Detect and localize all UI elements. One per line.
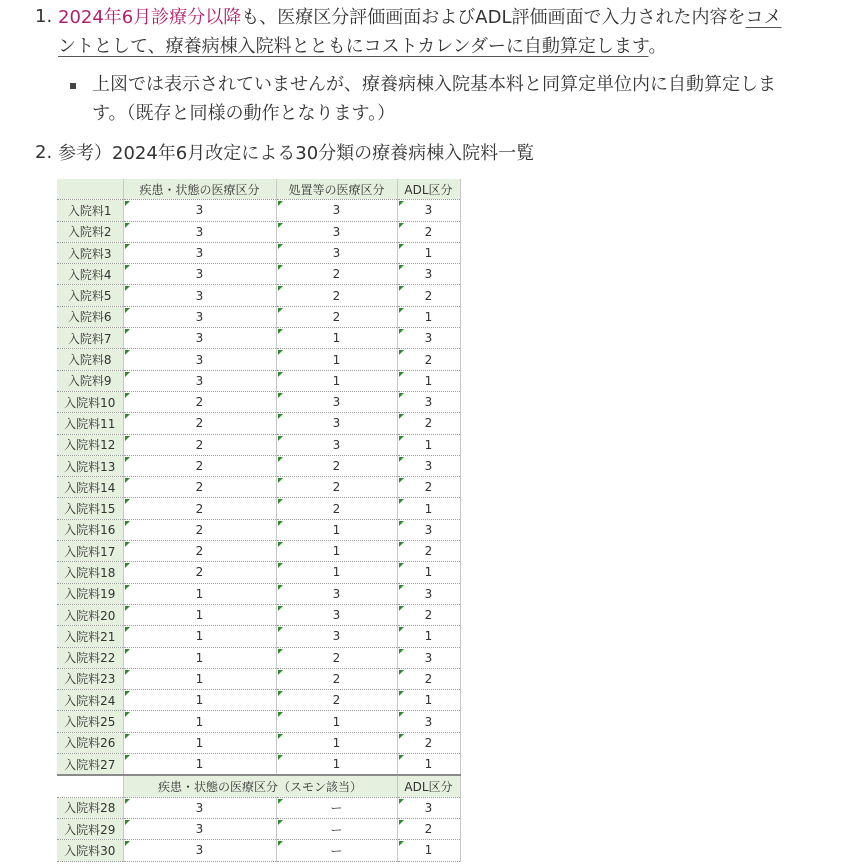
row-label-cell: 入院料26 — [57, 732, 123, 753]
list-number-1: 1. — [35, 6, 53, 27]
row-label-cell: 入院料7 — [57, 328, 123, 349]
disease-cell: 3 — [123, 200, 276, 221]
row-label-cell: 入院料1 — [57, 200, 123, 221]
row-label-cell: 入院料21 — [57, 626, 123, 647]
adl-cell: 3 — [397, 711, 460, 732]
adl-cell: 1 — [397, 370, 460, 391]
item1-body-b: 。 — [648, 36, 667, 57]
treatment-cell: 3 — [276, 604, 397, 625]
disease-cell: 1 — [123, 690, 276, 711]
row-label-cell: 入院料10 — [57, 391, 123, 412]
table-body-smon — [57, 775, 460, 861]
row-label-cell: 入院料6 — [57, 306, 123, 327]
adl-cell: 2 — [397, 732, 460, 753]
adl-cell: 2 — [397, 541, 460, 562]
row-label-cell: 入院料24 — [57, 690, 123, 711]
list-item-1-text — [58, 3, 848, 61]
row-label-cell: 入院料2 — [57, 221, 123, 242]
row-label-cell: 入院料18 — [57, 562, 123, 583]
row-label-cell: 入院料12 — [57, 434, 123, 455]
row-label-cell: 入院料3 — [57, 242, 123, 263]
row-label-cell: 入院料16 — [57, 519, 123, 540]
sub-item-line2: す。（既存と同様の動作となります。） — [92, 103, 396, 124]
treatment-cell: 2 — [276, 668, 397, 689]
table-row — [57, 754, 460, 776]
row-label-cell: 入院料13 — [57, 455, 123, 476]
table-body — [57, 200, 460, 776]
row-label-cell: 入院料9 — [57, 370, 123, 391]
table-row — [57, 306, 460, 327]
disease-cell: 1 — [123, 754, 276, 776]
treatment-cell: 2 — [276, 477, 397, 498]
disease-cell: 2 — [123, 562, 276, 583]
treatment-cell: 3 — [276, 391, 397, 412]
disease-cell: 2 — [123, 434, 276, 455]
table-row — [57, 668, 460, 689]
ryoyo-fee-table — [57, 179, 461, 862]
table-row — [57, 242, 460, 263]
disease-cell: 3 — [123, 349, 276, 370]
disease-cell: 3 — [123, 264, 276, 285]
row-label-cell: 入院料20 — [57, 604, 123, 625]
table-row — [57, 328, 460, 349]
subheader-blank-cell — [57, 775, 123, 797]
treatment-cell: 3 — [276, 242, 397, 263]
disease-cell: 3 — [123, 242, 276, 263]
table-row — [57, 455, 460, 476]
treatment-cell: 2 — [276, 455, 397, 476]
treatment-cell: 3 — [276, 626, 397, 647]
adl-cell: 1 — [397, 840, 460, 861]
subheader-cell-smon: 疾患・状態の医療区分（スモン該当） — [123, 775, 397, 797]
table-row — [57, 264, 460, 285]
adl-cell: 3 — [397, 647, 460, 668]
adl-cell: 2 — [397, 818, 460, 839]
disease-cell: 3 — [123, 818, 276, 839]
adl-cell: 2 — [397, 413, 460, 434]
disease-cell: 3 — [123, 797, 276, 818]
header-cell-disease: 疾患・状態の医療区分 — [123, 179, 276, 200]
treatment-cell: 1 — [276, 711, 397, 732]
list-item-2-text — [58, 139, 848, 168]
row-label-cell: 入院料19 — [57, 583, 123, 604]
treatment-cell: 1 — [276, 349, 397, 370]
header-cell-treatment: 処置等の医療区分 — [276, 179, 397, 200]
disease-cell: 2 — [123, 413, 276, 434]
adl-cell: 1 — [397, 626, 460, 647]
table-row — [57, 519, 460, 540]
row-label-cell: 入院料8 — [57, 349, 123, 370]
adl-cell: 2 — [397, 604, 460, 625]
table-row — [57, 541, 460, 562]
row-label-cell: 入院料15 — [57, 498, 123, 519]
adl-cell: 1 — [397, 562, 460, 583]
disease-cell: 2 — [123, 477, 276, 498]
sub-list-item-text — [92, 70, 842, 128]
row-label-cell: 入院料11 — [57, 413, 123, 434]
treatment-cell: 3 — [276, 221, 397, 242]
treatment-cell: 1 — [276, 754, 397, 776]
table-row — [57, 349, 460, 370]
item1-underlined-b: ントとして、療養病棟入院料とともにコストカレンダーに自動算定します — [58, 36, 649, 57]
adl-cell: 2 — [397, 285, 460, 306]
item2-body: 参考）2024年6月改定による30分類の療養病棟入院料一覧 — [58, 143, 535, 164]
row-label-cell: 入院料25 — [57, 711, 123, 732]
disease-cell: 3 — [123, 285, 276, 306]
treatment-cell: 2 — [276, 264, 397, 285]
treatment-cell: 2 — [276, 285, 397, 306]
disease-cell: 1 — [123, 626, 276, 647]
item1-underlined-a: コメ — [745, 7, 782, 28]
disease-cell: 3 — [123, 221, 276, 242]
row-label-cell: 入院料4 — [57, 264, 123, 285]
disease-cell: 3 — [123, 370, 276, 391]
adl-cell: 3 — [397, 797, 460, 818]
row-label-cell: 入院料30 — [57, 840, 123, 861]
disease-cell: 2 — [123, 519, 276, 540]
row-label-cell: 入院料14 — [57, 477, 123, 498]
disease-cell: 3 — [123, 306, 276, 327]
disease-cell: 2 — [123, 391, 276, 412]
adl-cell: 2 — [397, 349, 460, 370]
disease-cell: 1 — [123, 647, 276, 668]
table-row — [57, 200, 460, 221]
adl-cell: 3 — [397, 391, 460, 412]
treatment-cell: ー — [276, 840, 397, 861]
table-row — [57, 221, 460, 242]
row-label-cell: 入院料23 — [57, 668, 123, 689]
table-row — [57, 604, 460, 625]
adl-cell: 1 — [397, 306, 460, 327]
table-row — [57, 647, 460, 668]
adl-cell: 3 — [397, 519, 460, 540]
adl-cell: 3 — [397, 200, 460, 221]
treatment-cell: ー — [276, 818, 397, 839]
header-cell-label — [57, 179, 123, 200]
sub-item-line1: 上図では表示されていませんが、療養病棟入院基本料と同算定単位内に自動算定しま — [92, 74, 776, 95]
row-label-cell: 入院料5 — [57, 285, 123, 306]
disease-cell: 3 — [123, 840, 276, 861]
treatment-cell: 1 — [276, 562, 397, 583]
row-label-cell: 入院料17 — [57, 541, 123, 562]
table-row — [57, 818, 460, 839]
treatment-cell: 2 — [276, 498, 397, 519]
table-row — [57, 840, 460, 861]
table-header-row — [57, 179, 460, 200]
adl-cell: 3 — [397, 455, 460, 476]
adl-cell: 1 — [397, 498, 460, 519]
table-row — [57, 626, 460, 647]
row-label-cell: 入院料29 — [57, 818, 123, 839]
table-row — [57, 732, 460, 753]
item1-body-a: も、医療区分評価画面およびADL評価画面で入力された内容を — [241, 7, 746, 28]
adl-cell: 2 — [397, 477, 460, 498]
disease-cell: 1 — [123, 583, 276, 604]
treatment-cell: 1 — [276, 732, 397, 753]
bullet-icon — [70, 83, 76, 89]
adl-cell: 1 — [397, 242, 460, 263]
table-row — [57, 391, 460, 412]
header-cell-adl: ADL区分 — [397, 179, 460, 200]
treatment-cell: 1 — [276, 541, 397, 562]
disease-cell: 2 — [123, 455, 276, 476]
table-row — [57, 477, 460, 498]
treatment-cell: 2 — [276, 690, 397, 711]
ryoyo-fee-table-container — [57, 179, 460, 862]
disease-cell: 1 — [123, 604, 276, 625]
treatment-cell: 1 — [276, 328, 397, 349]
table-row — [57, 413, 460, 434]
treatment-cell: 3 — [276, 434, 397, 455]
adl-cell: 3 — [397, 328, 460, 349]
treatment-cell: 1 — [276, 519, 397, 540]
treatment-cell: 3 — [276, 583, 397, 604]
disease-cell: 1 — [123, 668, 276, 689]
adl-cell: 3 — [397, 583, 460, 604]
table-row — [57, 583, 460, 604]
treatment-cell: ー — [276, 797, 397, 818]
adl-cell: 1 — [397, 434, 460, 455]
row-label-cell: 入院料28 — [57, 797, 123, 818]
disease-cell: 2 — [123, 498, 276, 519]
disease-cell: 3 — [123, 328, 276, 349]
treatment-cell: 3 — [276, 413, 397, 434]
table-row — [57, 498, 460, 519]
subheader-cell-adl: ADL区分 — [397, 775, 460, 797]
table-row — [57, 690, 460, 711]
disease-cell: 1 — [123, 732, 276, 753]
treatment-cell: 2 — [276, 647, 397, 668]
adl-cell: 1 — [397, 754, 460, 776]
table-row — [57, 797, 460, 818]
treatment-cell: 2 — [276, 306, 397, 327]
table-row — [57, 370, 460, 391]
row-label-cell: 入院料27 — [57, 754, 123, 776]
table-row — [57, 434, 460, 455]
table-row — [57, 285, 460, 306]
adl-cell: 3 — [397, 264, 460, 285]
list-number-2: 2. — [35, 142, 53, 163]
adl-cell: 1 — [397, 690, 460, 711]
table-row — [57, 711, 460, 732]
treatment-cell: 1 — [276, 370, 397, 391]
adl-cell: 2 — [397, 221, 460, 242]
treatment-cell: 3 — [276, 200, 397, 221]
row-label-cell: 入院料22 — [57, 647, 123, 668]
highlight-date-text: 2024年6月診療分以降 — [58, 7, 242, 28]
table-subheader-row — [57, 775, 460, 797]
table-row — [57, 562, 460, 583]
adl-cell: 2 — [397, 668, 460, 689]
disease-cell: 1 — [123, 711, 276, 732]
disease-cell: 2 — [123, 541, 276, 562]
